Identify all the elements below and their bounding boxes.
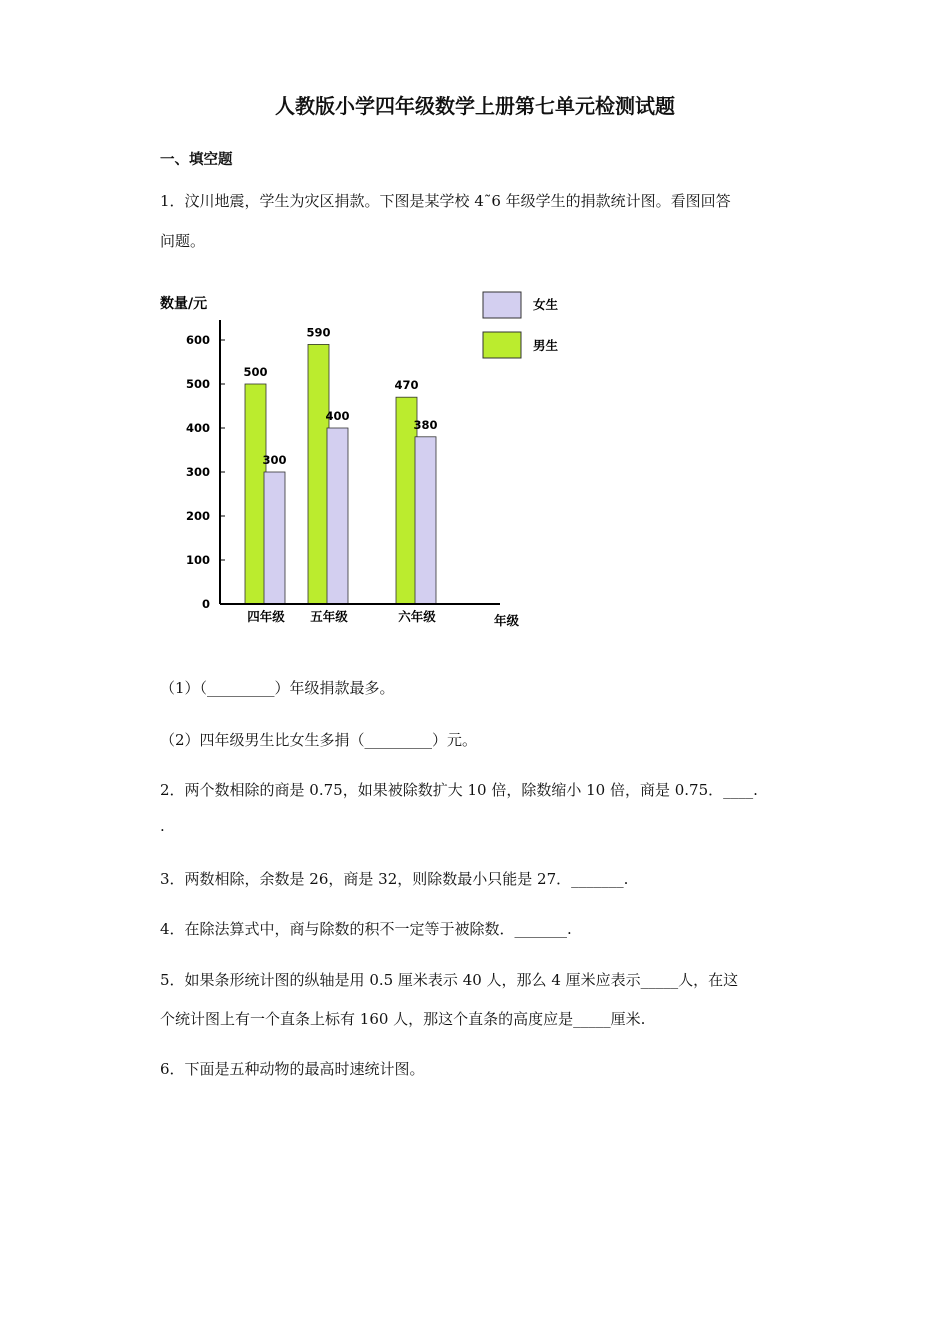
legend-label-boys: 男生 <box>533 338 559 353</box>
donation-bar-chart <box>150 280 590 640</box>
legend-label-girls: 女生 <box>533 297 559 312</box>
bar-value-label: 380 <box>413 417 438 432</box>
x-category-label: 五年级 <box>310 609 348 624</box>
page-title: 人教版小学四年级数学上册第七单元检测试题 <box>275 94 675 118</box>
y-tick-label: 100 <box>185 553 210 567</box>
bar-girls <box>327 428 348 604</box>
y-tick-label: 400 <box>185 421 210 435</box>
x-category-label: 四年级 <box>247 609 285 624</box>
y-tick-label: 600 <box>185 333 210 347</box>
legend-swatch-boys <box>483 332 521 358</box>
question-1-text-cont: 问题。 <box>160 232 206 250</box>
question-1-text: 1．汶川地震，学生为灾区捐款。下图是某学校 4˜6 年级学生的捐款统计图。看图回答 <box>160 192 731 210</box>
question-3-text: 3．两数相除，余数是 26，商是 32，则除数最小只能是 27．_______. <box>160 870 629 888</box>
x-category-label: 六年级 <box>398 609 436 624</box>
bar-value-label: 400 <box>325 409 350 423</box>
bar-value-label: 470 <box>394 378 419 393</box>
y-tick-label: 500 <box>185 377 210 391</box>
question-4-text: 4．在除法算式中，商与除数的积不一定等于被除数．_______. <box>160 920 572 938</box>
x-axis-label: 年级 <box>494 613 520 628</box>
question-1-sub-1: （1）（_________）年级捐款最多。 <box>160 679 395 697</box>
question-1-sub-2: （2）四年级男生比女生多捐（_________）元。 <box>160 731 478 749</box>
legend-swatch-girls <box>483 292 521 318</box>
section-heading: 一、填空题 <box>160 152 233 168</box>
question-2-text-cont: . <box>160 817 165 835</box>
bar-boys <box>308 344 329 604</box>
y-tick-label: 300 <box>185 465 210 479</box>
y-axis-label: 数量/元 <box>160 296 208 312</box>
bar-boys <box>245 384 266 604</box>
y-tick-label: 0 <box>201 597 210 611</box>
bar-value-label: 300 <box>262 453 287 467</box>
y-tick-label: 200 <box>185 509 210 523</box>
bar-girls <box>264 472 285 604</box>
bar-value-label: 500 <box>243 365 268 379</box>
question-5-text-cont: 个统计图上有一个直条上标有 160 人，那这个直条的高度应是_____厘米. <box>160 1010 646 1028</box>
bar-girls <box>415 437 436 604</box>
question-2-text: 2．两个数相除的商是 0.75，如果被除数扩大 10 倍，除数缩小 10 倍，商是 0.75．____. <box>160 781 758 799</box>
question-6-text: 6．下面是五种动物的最高时速统计图。 <box>160 1060 425 1078</box>
bar-value-label: 590 <box>306 325 331 340</box>
question-5-text: 5．如果条形统计图的纵轴是用 0.5 厘米表示 40 人，那么 4 厘米应表示_____人，在这 <box>160 971 739 989</box>
